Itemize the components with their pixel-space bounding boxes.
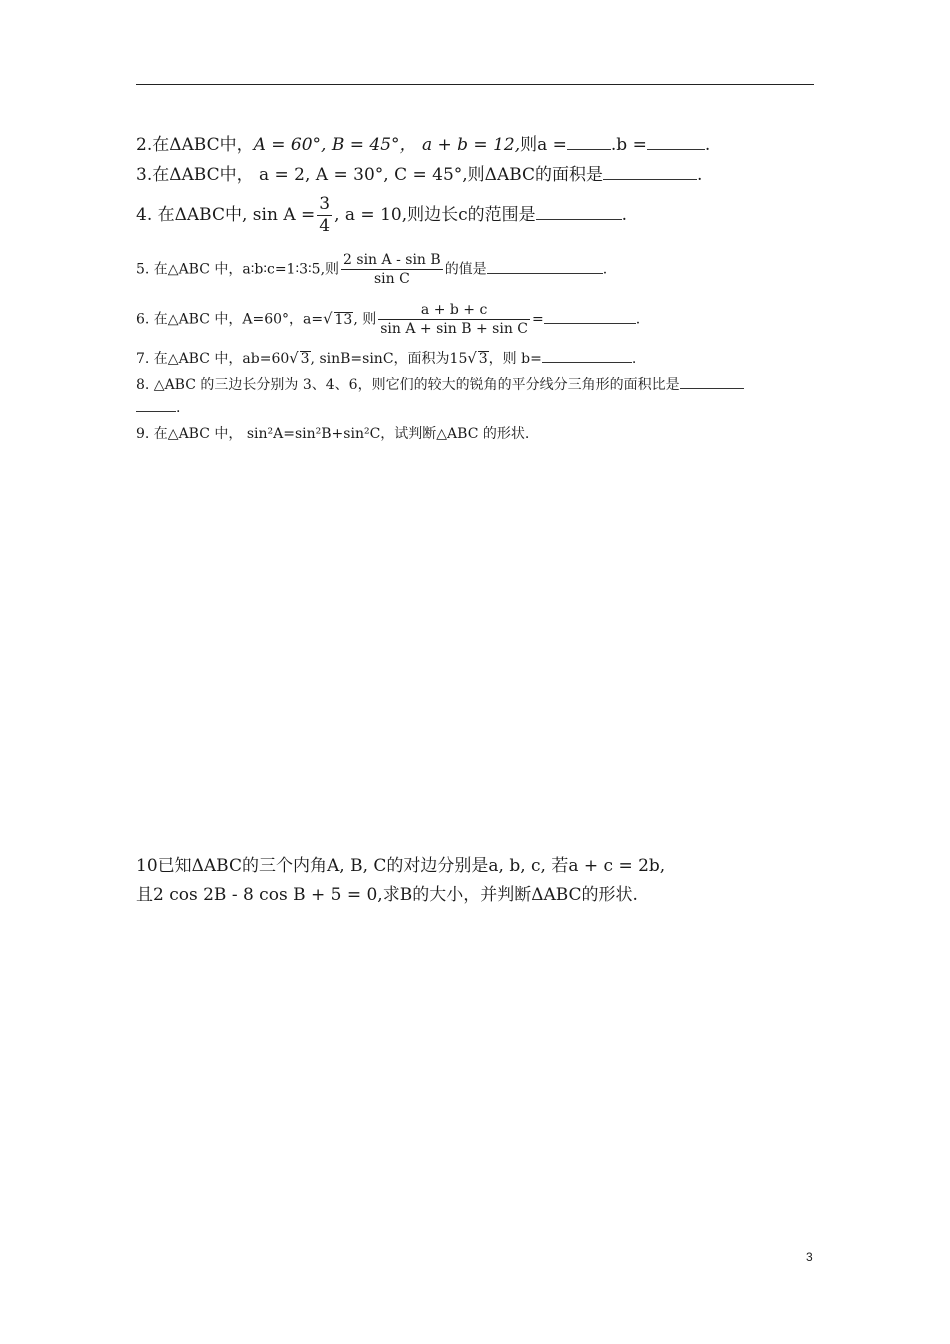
q4-blank[interactable]: [536, 218, 622, 220]
question-2: [136, 137, 710, 154]
q4-fraction: [317, 196, 332, 235]
page-number: 3: [806, 1250, 813, 1264]
q2-end: .: [704, 135, 711, 155]
q7-radical-icon-1: √: [289, 350, 299, 367]
q6-post: =: [532, 311, 544, 328]
header-rule: [136, 84, 814, 85]
q7-radical-icon-2: √: [467, 350, 477, 367]
q4-end: .: [621, 205, 628, 225]
q6-end: .: [635, 311, 641, 328]
q5-numerator: 2 sin A - sin B: [343, 252, 441, 268]
question-6: [136, 303, 640, 336]
q7-coef-1: 60: [271, 351, 290, 367]
q2-prefix: 2.在ΔABC中，: [136, 135, 254, 155]
question-4: [136, 196, 627, 235]
q6-numerator: a + b + c: [378, 303, 530, 320]
q3-blank[interactable]: [603, 178, 697, 180]
q5-blank[interactable]: [487, 272, 603, 274]
q5-end: .: [602, 261, 608, 278]
q4-numerator: 3: [319, 194, 331, 214]
question-9: [136, 427, 529, 441]
q8-end: .: [176, 400, 181, 416]
q10-line-2: 且2 cos 2B - 8 cos B + 5 = 0,求B的大小，并判断ΔABC的形状.: [136, 885, 638, 905]
q9-text: 9. 在△ABC 中， sin²A=sin²B+sin²C，试判断△ABC 的形状.: [136, 426, 530, 442]
q8-blank-part-1[interactable]: [680, 387, 744, 389]
q5-denominator: sin C: [373, 271, 410, 287]
q2-blank-a[interactable]: [567, 148, 611, 150]
q6-radicand: 13: [334, 311, 353, 328]
q3-end: .: [697, 165, 703, 185]
q7-coef-2: 15: [449, 351, 468, 367]
q2-ask-a: 则a =: [520, 135, 567, 155]
question-8-continued: [136, 401, 180, 415]
q3-text: 3.在ΔABC中， a = 2, A = 30°, C = 45°,则ΔABC的面积是: [136, 165, 604, 185]
q5-fraction: [341, 253, 443, 286]
q6-mid: , 则: [353, 311, 377, 328]
question-10-line-2: [136, 887, 638, 904]
q4-pre: 4. 在ΔABC中, sin A =: [136, 205, 316, 225]
question-10-line-1: [136, 858, 665, 875]
q6-blank[interactable]: [544, 322, 636, 324]
q10-line-1: 10已知ΔABC的三个内角A, B, C的对边分别是a, b, c, 若a + c = 2b,: [136, 856, 666, 876]
q4-denominator: 4: [319, 216, 331, 236]
question-5: [136, 253, 607, 286]
q4-post: , a = 10,则边长c的范围是: [334, 205, 536, 225]
q7-pre: 7. 在△ABC 中，ab=: [136, 351, 272, 367]
q2-blank-b[interactable]: [647, 148, 705, 150]
q6-radical-icon: √: [323, 310, 333, 328]
q5-post: 的值是: [444, 261, 487, 278]
q2-conditions: A = 60°, B = 45°， a + b = 12,: [253, 135, 521, 155]
q6-pre: 6. 在△ABC 中，A=60°，a=: [136, 311, 324, 328]
question-7: [136, 351, 636, 367]
question-3: [136, 167, 702, 184]
q8-line-1: 8. △ABC 的三边长分别为 3、4、6，则它们的较大的锐角的平分线分三角形的面积比是: [136, 377, 680, 393]
question-8: [136, 378, 744, 392]
q7-post: ，则 b=: [488, 351, 542, 367]
q8-blank-part-2[interactable]: [136, 410, 176, 412]
q6-fraction: [378, 303, 530, 336]
q7-radicand-1: 3: [300, 351, 310, 367]
q7-end: .: [631, 351, 637, 367]
q6-denominator: sin A + sin B + sin C: [380, 321, 528, 337]
q7-mid: , sinB=sinC，面积为: [310, 351, 450, 367]
q7-radicand-2: 3: [478, 351, 488, 367]
q7-blank[interactable]: [542, 361, 632, 363]
q2-ask-b: .b =: [610, 135, 647, 155]
q5-pre: 5. 在△ABC 中，a∶b∶c=1∶3∶5,则: [136, 261, 340, 278]
